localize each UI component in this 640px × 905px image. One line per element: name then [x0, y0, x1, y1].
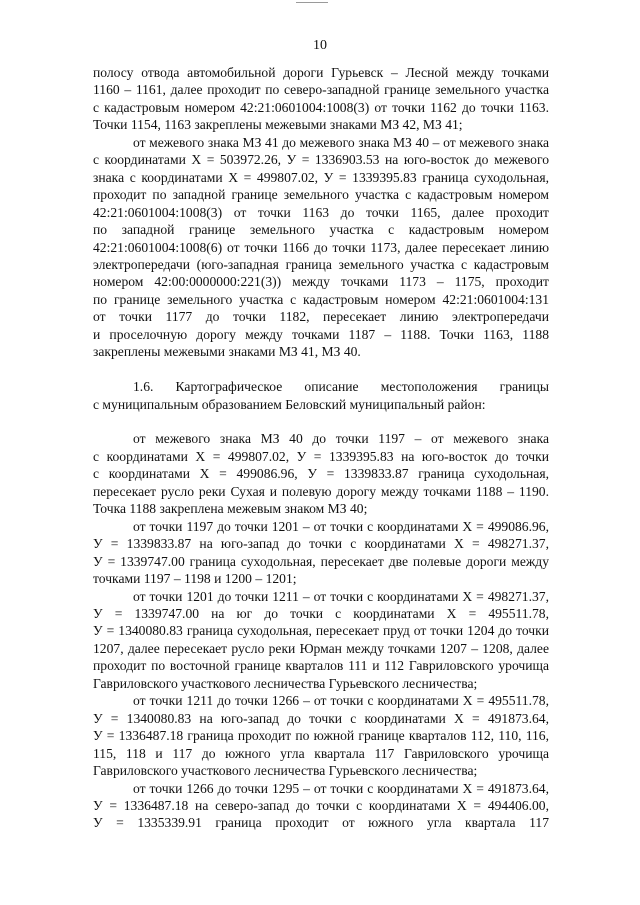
text-line: от точки 1201 до точки 1211 – от точки с координатами X = 498271.37,: [133, 588, 549, 604]
text-line: точками 1197 – 1198 и 1200 – 1201;: [93, 571, 297, 587]
text-line: У = 1336487.18 граница проходит по южной границе кварталов 112, 110, 116,: [93, 728, 549, 744]
text-line: Гавриловского участкового лесничества Гурьевского лесничества;: [93, 763, 478, 779]
document-body: [93, 64, 549, 832]
paragraph-gap: [93, 413, 549, 430]
text-line: от межевого знака МЗ 41 до межевого знака МЗ 40 – от межевого знака: [133, 134, 549, 150]
text-line: 115, 118 и 117 до южного угла квартала 117 Гавриловского урочища: [93, 745, 549, 761]
text-line: У = 1339747.00 на юг до точки с координатами X = 495511.78,: [93, 606, 549, 622]
text-line: и проселочную дорогу между точками 1187 – 1188. Точки 1163, 1188: [93, 326, 549, 342]
text-line: от точки 1211 до точки 1266 – от точки с координатами X = 495511.78,: [133, 693, 549, 709]
text-line: от точки 1266 до точки 1295 – от точки с координатами X = 491873.64,: [133, 780, 549, 796]
text-line: Точка 1188 закреплена межевым знаком МЗ 40;: [93, 501, 368, 517]
text-line: проходит по восточной границе кварталов 111 и 112 Гавриловского урочища: [93, 658, 549, 674]
text-line: с координатами X = 503972.26, У = 1336903.53 на юго-восток до межевого: [93, 152, 549, 168]
text-line: закреплены межевыми знаками МЗ 41, МЗ 40.: [93, 344, 361, 360]
text-line: У = 1340080.83 на юго-запад до точки с координатами X = 491873.64,: [93, 710, 549, 726]
text-line: от точки 1197 до точки 1201 – от точки с координатами X = 499086.96,: [133, 518, 549, 534]
text-line: с муниципальным образованием Беловский муниципальный район:: [93, 396, 486, 412]
text-line: от точки 1177 до точки 1182, пересекает линию электропередачи: [93, 309, 549, 325]
text-line: У = 1339833.87 на юго-запад до точки с координатами X = 498271.37,: [93, 536, 549, 552]
text-line: с кадастровым номером 42:21:0601004:1008(3) от точки 1162 до точки 1163.: [93, 99, 549, 115]
text-line: по западной границе земельного участка с кадастровым номером: [93, 222, 549, 238]
text-line: по границе земельного участка с кадастровым номером 42:21:0601004:131: [93, 291, 549, 307]
text-line: с координатами X = 499086.96, У = 1339833.87 граница суходольная,: [93, 466, 549, 482]
text-line: с координатами X = 499807.02, У = 1339395.83 на юго-восток до точки: [93, 448, 549, 464]
text-line: Точки 1154, 1163 закреплены межевыми знаками МЗ 42, МЗ 41;: [93, 117, 463, 133]
text-line: 1.6. Картографическое описание местоположения границы: [133, 379, 549, 395]
text-line: Гавриловского участкового лесничества Гурьевского лесничества;: [93, 675, 478, 691]
text-line: проходит по западной границе земельного участка с кадастровым номером: [93, 187, 549, 203]
text-line: 1160 – 1161, далее проходит по северо-западной границе земельного участка: [93, 82, 549, 98]
text-line: У = 1335339.91 граница проходит от южного угла квартала 117: [93, 815, 549, 831]
paragraph-gap: [93, 361, 549, 378]
text-line: от межевого знака МЗ 40 до точки 1197 – от межевого знака: [133, 431, 549, 447]
text-line: 1207, далее пересекает русло реки Юрман между точками 1207 – 1208, далее: [93, 640, 549, 656]
text-line: У = 1340080.83 граница суходольная, пересекает пруд от точки 1204 до точки: [93, 623, 549, 639]
text-line: 42:21:0601004:1008(3) от точки 1163 до точки 1165, далее проходит: [93, 204, 549, 220]
text-line: У = 1339747.00 граница суходольная, пересекает две полевые дороги между: [93, 553, 549, 569]
text-line: электропередачи (юго-западная граница земельного участка с кадастровым: [93, 256, 549, 272]
text-line: У = 1336487.18 на северо-запад до точки с координатами X = 494406.00,: [93, 798, 549, 813]
text-line: номером 42:00:0000000:221(3)) между точками 1173 – 1175, проходит: [93, 274, 549, 290]
text-line: полосу отвода автомобильной дороги Гурьевск – Лесной между точками: [93, 65, 549, 80]
text-line: 42:21:0601004:1008(6) от точки 1166 до точки 1173, далее пересекает линию: [93, 239, 549, 255]
scan-top-mark: [296, 2, 328, 3]
text-line: пересекает русло реки Сухая и полевую дорогу между точками 1188 – 1190.: [93, 483, 549, 499]
text-line: знака с координатами X = 499807.02, У = 1339395.83 граница суходольная,: [93, 169, 549, 185]
page-number: 10: [313, 38, 327, 53]
